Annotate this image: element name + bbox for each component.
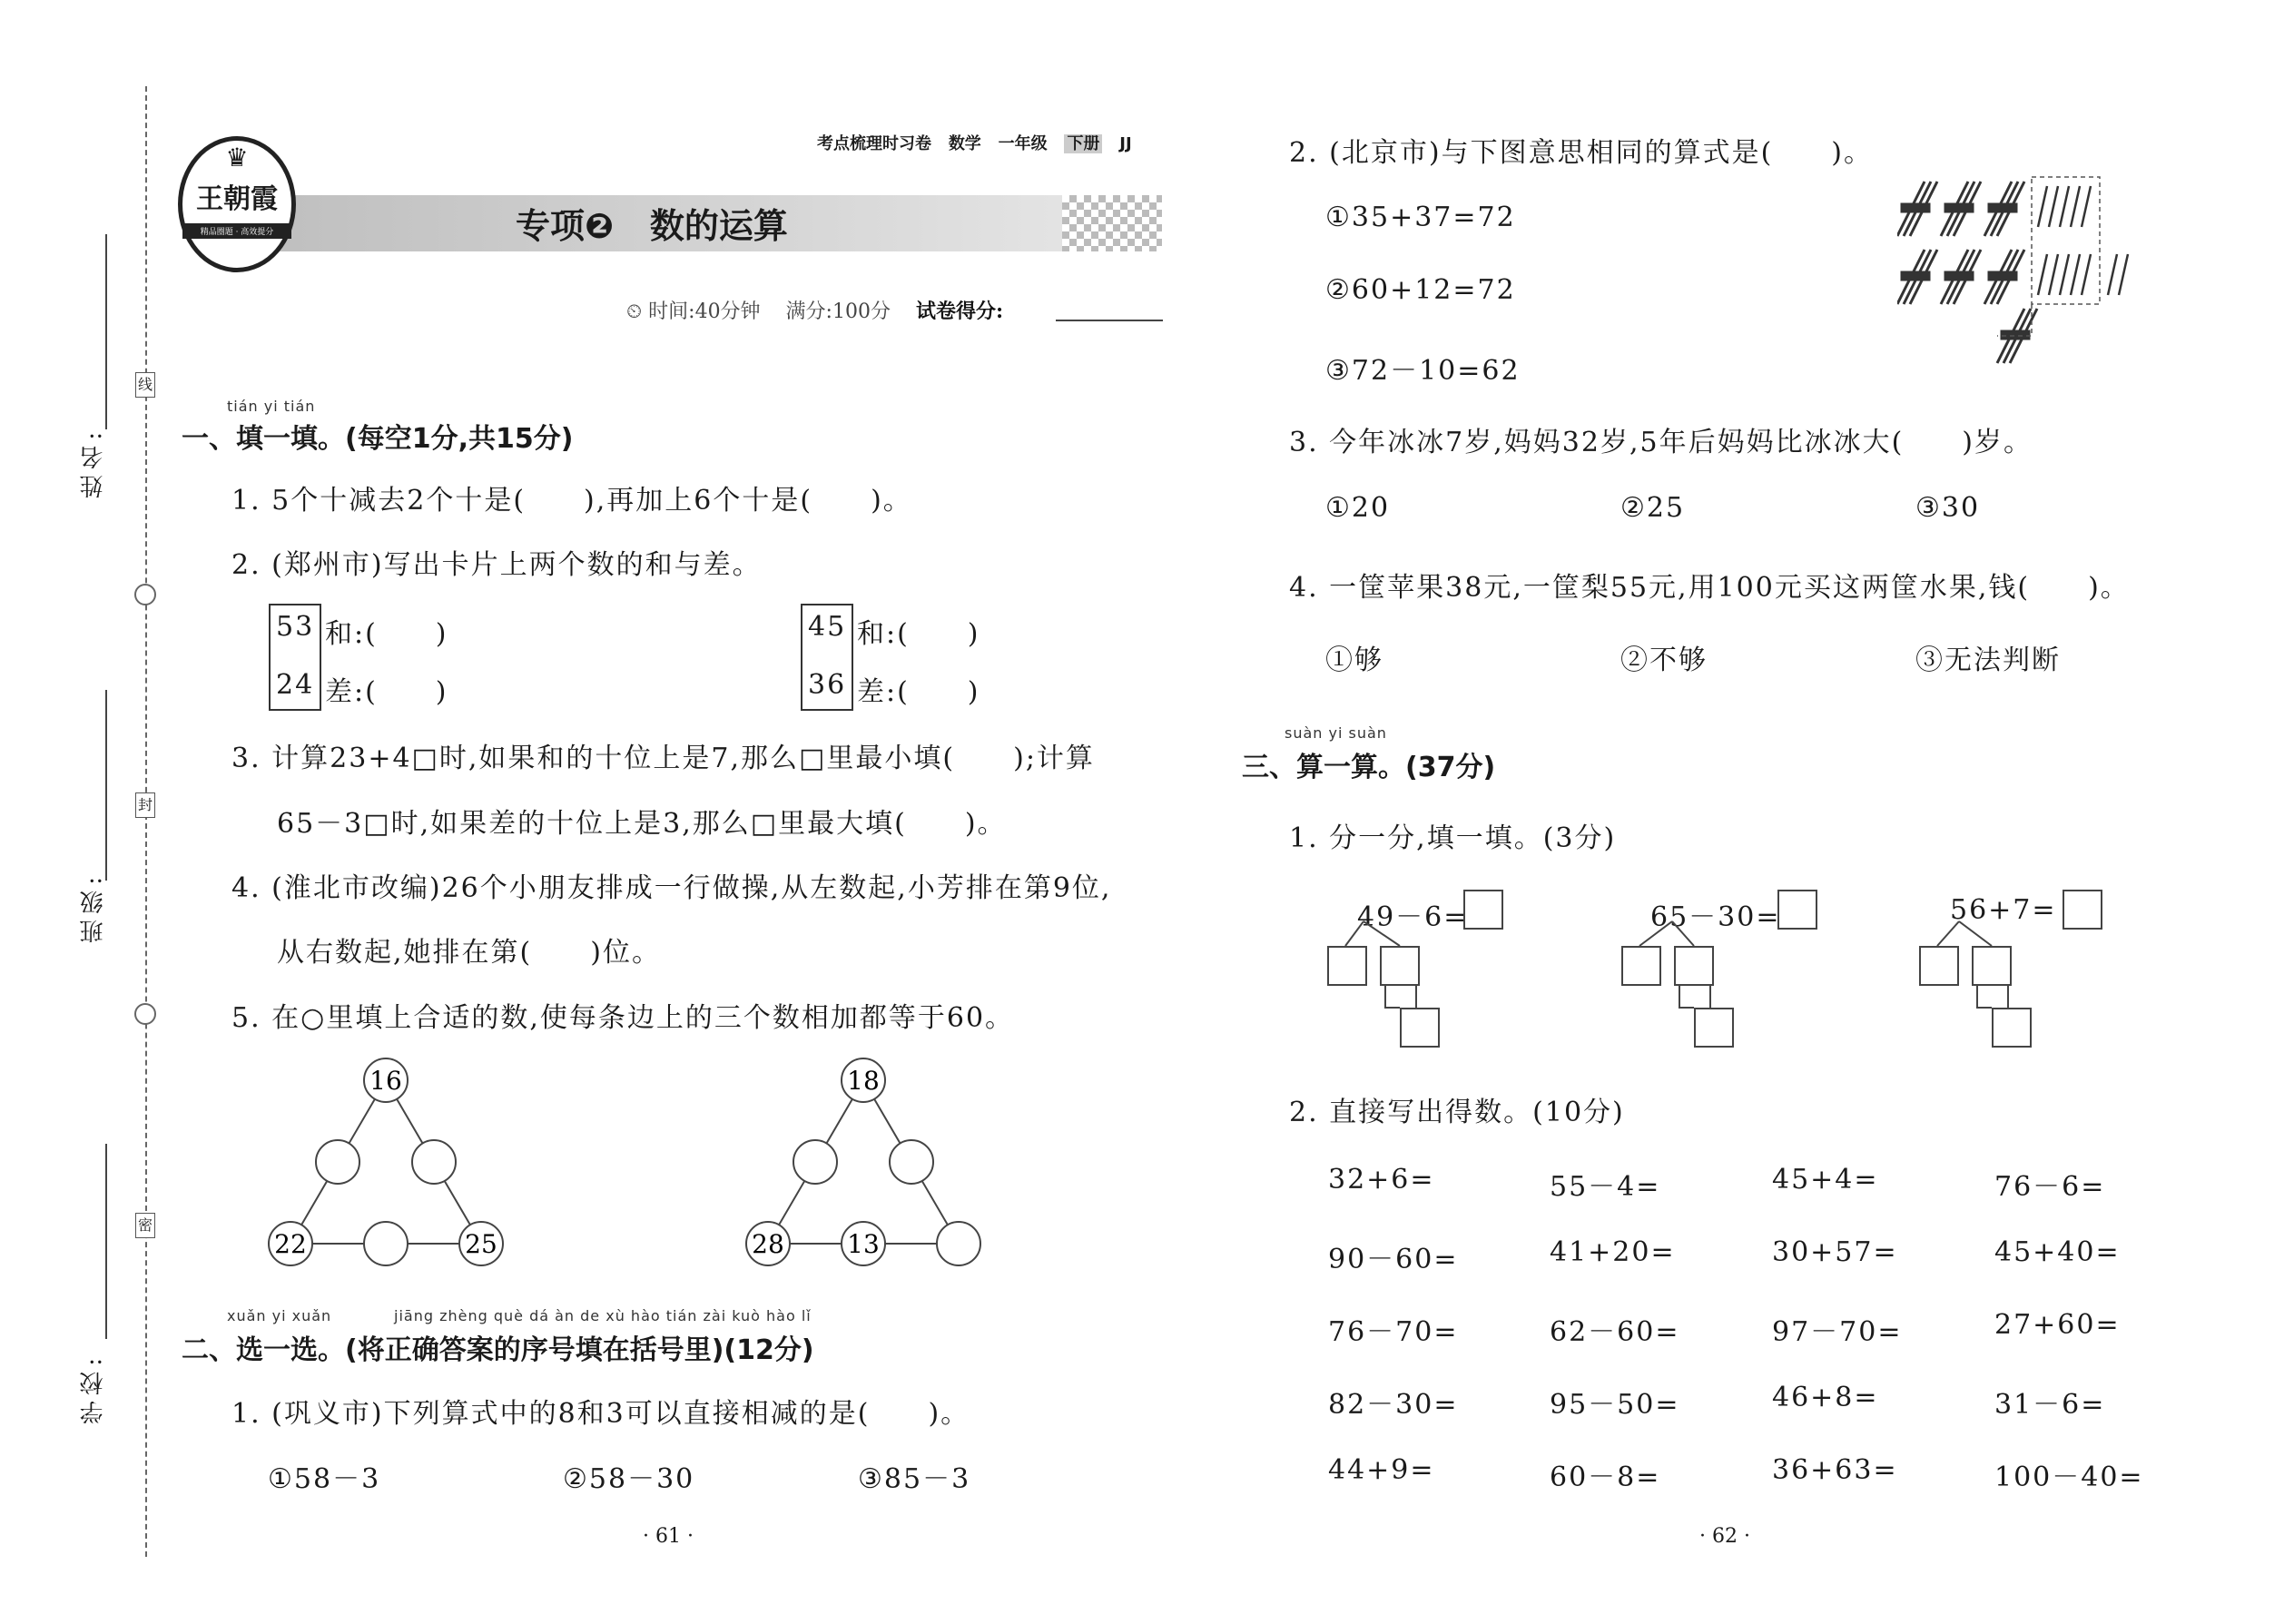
grid-cell: 32+6= [1328,1164,1435,1196]
grid-cell: 90－60= [1328,1244,1459,1275]
s1-pinyin: tián yi tián [227,398,316,415]
volume: 下册 [1064,134,1102,153]
grid-cell: 41+20= [1550,1236,1676,1268]
s2-q3-opt-1: ①20 [1325,492,1391,524]
split-2-expr: 65－30= [1650,901,1781,933]
s1-q5: 5. 在○里填上合适的数,使每条边上的三个数相加都等于60。 [231,1002,1015,1034]
grid-cell: 31－6= [1994,1389,2106,1421]
school-label: 学校: [80,1353,107,1424]
s2-q2: 2. (北京市)与下图意思相同的算式是( )。 [1289,137,1873,169]
s2-q2-opt-3: ③72－10=62 [1325,355,1521,387]
name-label: 姓名: [80,427,107,498]
grid-cell: 62－60= [1550,1316,1680,1348]
s2-title: 二、选一选。(将正确答案的序号填在括号里)(12分) [182,1334,814,1366]
tri1-right: 25 [465,1229,497,1259]
school-line[interactable] [105,1144,107,1339]
s3-q1: 1. 分一分,填一填。(3分) [1289,822,1617,854]
grid-cell: 55－4= [1550,1171,1661,1203]
s2-q2-opt-1: ①35+37=72 [1325,202,1516,233]
subject: 数学 [948,134,981,153]
s2-pinyin: xuǎn yi xuǎn [227,1307,332,1324]
full-score: 满分:100分 [785,300,891,323]
s1-q2: 2. (郑州市)写出卡片上两个数的和与差。 [231,549,762,581]
grid-cell: 76－6= [1994,1171,2106,1203]
card-a-sum: 和:( ) [325,618,448,650]
grid-cell: 76－70= [1328,1316,1459,1348]
grid-cell: 45+4= [1772,1164,1879,1196]
s1-q1: 1. 5个十减去2个十是( ),再加上6个十是( )。 [231,485,912,517]
title-number: ❷ [585,206,615,246]
page-number-right: · 62 · [1699,1525,1750,1548]
grid-cell: 100－40= [1994,1462,2144,1493]
s2-q1-opt-1: ①58－3 [268,1463,381,1495]
class-line[interactable] [105,690,107,881]
edition: JJ [1119,134,1132,153]
grid-cell: 30+57= [1772,1236,1898,1268]
s2-q2-opt-2: ②60+12=72 [1325,274,1516,306]
cut-label-2: 封 [135,792,155,818]
triangle-diagram-2 [741,1053,995,1271]
card-b-sum: 和:( ) [857,618,980,650]
split-3-answer-box[interactable] [2063,890,2102,930]
s2-q3-opt-3: ③30 [1915,492,1981,524]
grid-cell: 82－30= [1328,1389,1459,1421]
s2-q4-opt-2: ②不够 [1620,645,1708,676]
score-field[interactable] [1056,320,1163,321]
grid-cell: 46+8= [1772,1382,1879,1413]
s2-pinyin-2: jiāng zhèng què dá àn de xù hào tián zài kuò hào lǐ [394,1307,812,1324]
grid-cell: 44+9= [1328,1454,1435,1486]
card-b-diff: 差:( ) [857,676,980,708]
card-b-bottom: 36 [808,669,847,701]
page-number-left: · 61 · [643,1525,694,1548]
split-1-expr: 49－6= [1357,901,1469,933]
cut-label-1: 线 [135,372,155,398]
s3-q2: 2. 直接写出得数。(10分) [1289,1097,1625,1128]
punch-hole-icon [134,584,156,605]
split-3-lines [1917,917,2063,1035]
tri2-top: 18 [847,1066,880,1096]
grade: 一年级 [998,134,1048,153]
card-b-top: 45 [808,611,847,643]
s1-title: 一、填一填。(每空1分,共15分) [182,423,574,455]
tri2-mid: 13 [847,1229,880,1259]
s1-q3b: 65－3□时,如果差的十位上是3,那么□里最大填( )。 [277,808,1007,840]
crown-icon: ♛ [225,143,249,172]
split-3-expr: 56+7= [1950,894,2057,926]
logo-subtext: 精品圈题 · 高效提分 [182,223,291,239]
punch-hole-icon [134,1003,156,1025]
header-meta [817,131,1132,154]
s2-q1-opt-3: ③85－3 [858,1463,971,1495]
tri2-left: 28 [752,1229,784,1259]
series-name: 考点梳理时习卷 [817,134,931,153]
exam-info [626,296,1003,324]
cut-line [145,86,147,1557]
s2-q1: 1. (巩义市)下列算式中的8和3可以直接相减的是( )。 [231,1398,970,1430]
tri1-top: 16 [369,1066,402,1096]
page-title [516,198,788,248]
logo-text: 王朝霞 [196,183,278,215]
score-label: 试卷得分: [915,300,1004,323]
time-limit: ⏲ 时间:40分钟 [626,300,761,323]
logo [178,136,296,272]
s2-q4-opt-1: ①够 [1325,645,1383,676]
grid-cell: 45+40= [1994,1236,2121,1268]
title-prefix: 专项 [516,206,586,246]
title-main: 数的运算 [649,206,788,246]
grid-cell: 27+60= [1994,1309,2121,1341]
card-a-bottom: 24 [276,669,315,701]
s2-q1-opt-2: ②58－30 [563,1463,695,1495]
split-1-lines [1325,917,1471,1035]
grid-cell: 95－50= [1550,1389,1680,1421]
card-a-diff: 差:( ) [325,676,448,708]
s2-q4: 4. 一筐苹果38元,一筐梨55元,用100元买这两筐水果,钱( )。 [1289,572,2130,604]
s2-q3-opt-2: ②25 [1620,492,1686,524]
counting-sticks-figure [1897,172,2170,381]
name-line[interactable] [105,234,107,429]
s3-pinyin: suàn yi suàn [1285,724,1387,742]
s2-q4-opt-3: ③无法判断 [1915,645,2061,676]
grid-cell: 36+63= [1772,1454,1898,1486]
grid-cell: 97－70= [1772,1316,1903,1348]
split-2-lines [1620,917,1765,1035]
s1-q4a: 4. (淮北市改编)26个小朋友排成一行做操,从左数起,小芳排在第9位, [231,872,1112,904]
checker-pattern [1062,195,1162,251]
cut-label-3: 密 [135,1213,155,1238]
card-a-top: 53 [276,611,315,643]
grid-cell: 60－8= [1550,1462,1661,1493]
s3-title: 三、算一算。(37分) [1242,752,1496,783]
s2-q3: 3. 今年冰冰7岁,妈妈32岁,5年后妈妈比冰冰大( )岁。 [1289,427,2033,458]
split-2-answer-box[interactable] [1777,890,1817,930]
class-label: 班级: [80,871,107,943]
tri1-left: 22 [274,1229,307,1259]
triangle-diagram-1 [263,1053,517,1271]
s1-q4b: 从右数起,她排在第( )位。 [277,937,661,969]
s1-q3a: 3. 计算23+4□时,如果和的十位上是7,那么□里最小填( );计算 [231,743,1095,774]
